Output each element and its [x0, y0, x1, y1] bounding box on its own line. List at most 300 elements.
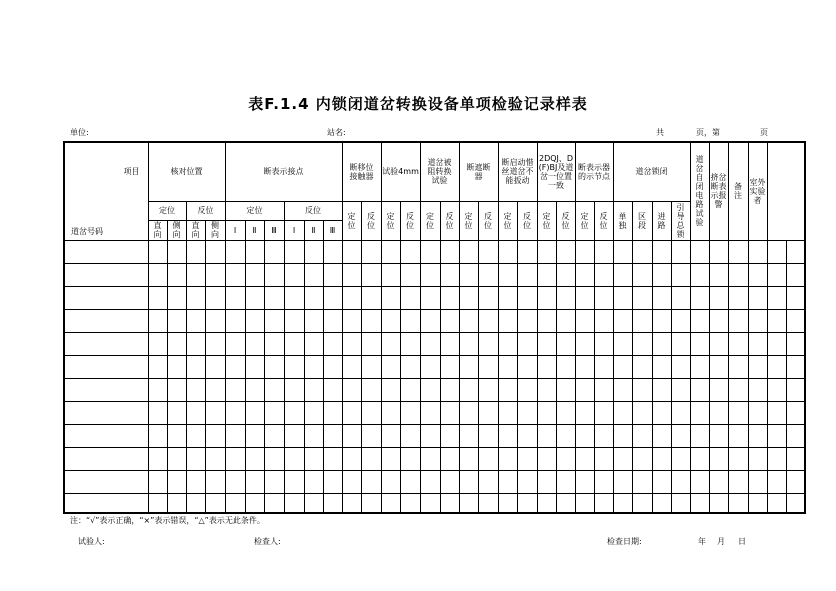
record-cell[interactable] [381, 470, 400, 493]
record-cell[interactable] [264, 378, 284, 401]
record-cell[interactable] [478, 332, 498, 355]
record-cell[interactable] [186, 470, 205, 493]
record-cell[interactable] [420, 332, 440, 355]
record-cell[interactable] [264, 240, 284, 263]
record-cell[interactable] [728, 401, 748, 424]
record-cell[interactable] [652, 240, 671, 263]
record-cell[interactable] [64, 493, 148, 513]
record-cell[interactable] [167, 378, 186, 401]
record-cell[interactable] [594, 470, 613, 493]
record-cell[interactable] [709, 309, 728, 332]
record-cell[interactable] [537, 424, 556, 447]
record-cell[interactable] [304, 240, 323, 263]
record-cell[interactable] [690, 401, 709, 424]
record-cell[interactable] [709, 424, 728, 447]
record-cell[interactable] [478, 378, 498, 401]
record-cell[interactable] [304, 470, 323, 493]
record-cell[interactable] [342, 470, 361, 493]
record-cell[interactable] [225, 378, 245, 401]
record-cell[interactable] [342, 263, 361, 286]
record-cell[interactable] [167, 286, 186, 309]
record-cell[interactable] [284, 332, 304, 355]
record-cell[interactable] [728, 470, 748, 493]
record-cell[interactable] [205, 493, 225, 513]
record-cell[interactable] [652, 470, 671, 493]
record-cell[interactable] [517, 263, 537, 286]
record-cell[interactable] [728, 263, 748, 286]
record-cell[interactable] [613, 286, 632, 309]
record-cell[interactable] [167, 263, 186, 286]
record-cell[interactable] [748, 355, 767, 378]
record-cell[interactable] [342, 447, 361, 470]
record-cell[interactable] [690, 355, 709, 378]
record-cell[interactable] [342, 355, 361, 378]
record-cell[interactable] [652, 332, 671, 355]
record-cell[interactable] [323, 401, 342, 424]
record-cell[interactable] [186, 447, 205, 470]
record-cell[interactable] [671, 378, 690, 401]
record-cell[interactable] [671, 263, 690, 286]
record-cell[interactable] [690, 263, 709, 286]
record-cell[interactable] [613, 240, 632, 263]
record-cell[interactable] [594, 355, 613, 378]
record-cell[interactable] [264, 493, 284, 513]
record-cell[interactable] [459, 493, 478, 513]
record-cell[interactable] [400, 309, 420, 332]
record-cell[interactable] [632, 286, 652, 309]
record-cell[interactable] [709, 332, 728, 355]
record-cell[interactable] [420, 355, 440, 378]
record-cell[interactable] [767, 493, 786, 513]
record-cell[interactable] [613, 424, 632, 447]
record-cell[interactable] [323, 378, 342, 401]
record-cell[interactable] [709, 378, 728, 401]
record-cell[interactable] [420, 309, 440, 332]
record-cell[interactable] [205, 424, 225, 447]
record-cell[interactable] [671, 355, 690, 378]
record-cell[interactable] [652, 401, 671, 424]
record-cell[interactable] [205, 378, 225, 401]
record-cell[interactable] [767, 401, 786, 424]
record-cell[interactable] [786, 378, 805, 401]
record-cell[interactable] [205, 355, 225, 378]
record-cell[interactable] [709, 401, 728, 424]
record-cell[interactable] [304, 378, 323, 401]
record-cell[interactable] [537, 286, 556, 309]
record-cell[interactable] [225, 263, 245, 286]
record-cell[interactable] [575, 447, 594, 470]
record-cell[interactable] [652, 493, 671, 513]
record-cell[interactable] [323, 240, 342, 263]
record-cell[interactable] [556, 493, 575, 513]
record-cell[interactable] [148, 470, 167, 493]
record-cell[interactable] [575, 286, 594, 309]
record-cell[interactable] [440, 286, 459, 309]
record-cell[interactable] [167, 355, 186, 378]
record-cell[interactable] [264, 470, 284, 493]
record-cell[interactable] [245, 286, 264, 309]
record-cell[interactable] [478, 447, 498, 470]
record-cell[interactable] [671, 424, 690, 447]
record-cell[interactable] [671, 309, 690, 332]
record-cell[interactable] [186, 263, 205, 286]
record-cell[interactable] [167, 470, 186, 493]
record-cell[interactable] [709, 355, 728, 378]
record-cell[interactable] [613, 470, 632, 493]
record-cell[interactable] [767, 332, 786, 355]
record-cell[interactable] [575, 309, 594, 332]
record-cell[interactable] [517, 332, 537, 355]
record-cell[interactable] [632, 355, 652, 378]
record-cell[interactable] [381, 286, 400, 309]
record-cell[interactable] [748, 240, 767, 263]
record-cell[interactable] [459, 355, 478, 378]
record-cell[interactable] [420, 378, 440, 401]
record-cell[interactable] [64, 309, 148, 332]
record-cell[interactable] [556, 424, 575, 447]
record-cell[interactable] [342, 493, 361, 513]
record-cell[interactable] [652, 309, 671, 332]
record-cell[interactable] [556, 263, 575, 286]
record-cell[interactable] [498, 309, 517, 332]
record-cell[interactable] [537, 470, 556, 493]
record-cell[interactable] [671, 332, 690, 355]
record-cell[interactable] [284, 470, 304, 493]
record-cell[interactable] [284, 240, 304, 263]
record-cell[interactable] [148, 401, 167, 424]
record-cell[interactable] [420, 401, 440, 424]
record-cell[interactable] [556, 355, 575, 378]
record-cell[interactable] [245, 493, 264, 513]
record-cell[interactable] [748, 332, 767, 355]
record-cell[interactable] [361, 470, 381, 493]
record-cell[interactable] [767, 286, 786, 309]
record-cell[interactable] [498, 378, 517, 401]
record-cell[interactable] [478, 401, 498, 424]
record-cell[interactable] [264, 355, 284, 378]
record-cell[interactable] [786, 470, 805, 493]
record-cell[interactable] [767, 240, 786, 263]
record-cell[interactable] [245, 355, 264, 378]
record-cell[interactable] [186, 332, 205, 355]
record-cell[interactable] [245, 447, 264, 470]
record-cell[interactable] [652, 263, 671, 286]
record-cell[interactable] [556, 378, 575, 401]
record-cell[interactable] [440, 378, 459, 401]
record-cell[interactable] [690, 332, 709, 355]
record-cell[interactable] [148, 493, 167, 513]
record-cell[interactable] [304, 263, 323, 286]
record-cell[interactable] [186, 355, 205, 378]
record-cell[interactable] [575, 263, 594, 286]
record-cell[interactable] [767, 355, 786, 378]
record-cell[interactable] [342, 286, 361, 309]
record-cell[interactable] [498, 263, 517, 286]
record-cell[interactable] [517, 240, 537, 263]
record-cell[interactable] [498, 470, 517, 493]
record-cell[interactable] [381, 401, 400, 424]
record-cell[interactable] [264, 424, 284, 447]
record-cell[interactable] [64, 401, 148, 424]
record-cell[interactable] [459, 401, 478, 424]
record-cell[interactable] [323, 493, 342, 513]
record-cell[interactable] [284, 424, 304, 447]
record-cell[interactable] [361, 493, 381, 513]
record-cell[interactable] [440, 332, 459, 355]
record-cell[interactable] [537, 332, 556, 355]
record-cell[interactable] [64, 240, 148, 263]
record-cell[interactable] [148, 263, 167, 286]
record-cell[interactable] [517, 401, 537, 424]
record-cell[interactable] [205, 470, 225, 493]
record-cell[interactable] [245, 401, 264, 424]
record-cell[interactable] [148, 378, 167, 401]
record-cell[interactable] [671, 401, 690, 424]
record-cell[interactable] [381, 424, 400, 447]
record-cell[interactable] [304, 286, 323, 309]
record-cell[interactable] [381, 263, 400, 286]
record-cell[interactable] [342, 378, 361, 401]
record-cell[interactable] [205, 309, 225, 332]
record-cell[interactable] [167, 332, 186, 355]
record-cell[interactable] [786, 240, 805, 263]
record-cell[interactable] [381, 447, 400, 470]
record-cell[interactable] [632, 309, 652, 332]
record-cell[interactable] [400, 355, 420, 378]
record-cell[interactable] [225, 286, 245, 309]
record-cell[interactable] [767, 447, 786, 470]
record-cell[interactable] [205, 332, 225, 355]
record-cell[interactable] [748, 378, 767, 401]
record-cell[interactable] [517, 355, 537, 378]
record-cell[interactable] [786, 424, 805, 447]
record-cell[interactable] [323, 332, 342, 355]
record-cell[interactable] [498, 332, 517, 355]
record-cell[interactable] [709, 447, 728, 470]
record-cell[interactable] [361, 240, 381, 263]
record-cell[interactable] [225, 355, 245, 378]
record-cell[interactable] [709, 470, 728, 493]
record-cell[interactable] [459, 240, 478, 263]
record-cell[interactable] [613, 493, 632, 513]
record-cell[interactable] [459, 332, 478, 355]
record-cell[interactable] [264, 447, 284, 470]
record-cell[interactable] [148, 447, 167, 470]
record-cell[interactable] [632, 263, 652, 286]
record-cell[interactable] [284, 263, 304, 286]
record-cell[interactable] [264, 263, 284, 286]
record-cell[interactable] [728, 240, 748, 263]
record-cell[interactable] [167, 240, 186, 263]
record-cell[interactable] [728, 355, 748, 378]
record-cell[interactable] [304, 309, 323, 332]
record-cell[interactable] [575, 470, 594, 493]
record-cell[interactable] [64, 332, 148, 355]
record-cell[interactable] [342, 424, 361, 447]
record-cell[interactable] [478, 240, 498, 263]
record-cell[interactable] [786, 401, 805, 424]
record-cell[interactable] [400, 401, 420, 424]
record-cell[interactable] [537, 240, 556, 263]
record-cell[interactable] [440, 470, 459, 493]
record-cell[interactable] [767, 263, 786, 286]
record-cell[interactable] [478, 286, 498, 309]
record-cell[interactable] [459, 424, 478, 447]
record-cell[interactable] [148, 286, 167, 309]
record-cell[interactable] [498, 493, 517, 513]
record-cell[interactable] [632, 493, 652, 513]
record-cell[interactable] [671, 470, 690, 493]
record-cell[interactable] [690, 378, 709, 401]
record-cell[interactable] [613, 378, 632, 401]
record-cell[interactable] [556, 240, 575, 263]
record-cell[interactable] [671, 286, 690, 309]
record-cell[interactable] [709, 286, 728, 309]
record-cell[interactable] [728, 447, 748, 470]
record-cell[interactable] [556, 309, 575, 332]
record-cell[interactable] [323, 309, 342, 332]
record-cell[interactable] [245, 332, 264, 355]
record-cell[interactable] [786, 493, 805, 513]
record-cell[interactable] [690, 447, 709, 470]
record-cell[interactable] [440, 424, 459, 447]
record-cell[interactable] [478, 263, 498, 286]
record-cell[interactable] [632, 378, 652, 401]
record-cell[interactable] [440, 355, 459, 378]
record-cell[interactable] [148, 424, 167, 447]
record-cell[interactable] [748, 309, 767, 332]
record-cell[interactable] [167, 424, 186, 447]
record-cell[interactable] [245, 424, 264, 447]
record-cell[interactable] [613, 401, 632, 424]
record-cell[interactable] [459, 263, 478, 286]
record-cell[interactable] [284, 355, 304, 378]
record-cell[interactable] [381, 493, 400, 513]
record-cell[interactable] [420, 263, 440, 286]
record-cell[interactable] [459, 447, 478, 470]
record-cell[interactable] [690, 493, 709, 513]
record-cell[interactable] [786, 263, 805, 286]
record-cell[interactable] [225, 493, 245, 513]
record-cell[interactable] [594, 447, 613, 470]
record-cell[interactable] [245, 378, 264, 401]
record-cell[interactable] [652, 378, 671, 401]
record-cell[interactable] [767, 424, 786, 447]
record-cell[interactable] [284, 378, 304, 401]
record-cell[interactable] [537, 493, 556, 513]
record-cell[interactable] [205, 263, 225, 286]
record-cell[interactable] [323, 470, 342, 493]
record-cell[interactable] [420, 240, 440, 263]
record-cell[interactable] [186, 286, 205, 309]
record-cell[interactable] [748, 263, 767, 286]
record-cell[interactable] [498, 401, 517, 424]
record-cell[interactable] [167, 401, 186, 424]
record-cell[interactable] [440, 447, 459, 470]
record-cell[interactable] [361, 447, 381, 470]
record-cell[interactable] [400, 332, 420, 355]
record-cell[interactable] [205, 401, 225, 424]
record-cell[interactable] [517, 286, 537, 309]
record-cell[interactable] [517, 447, 537, 470]
record-cell[interactable] [361, 286, 381, 309]
record-cell[interactable] [652, 355, 671, 378]
record-cell[interactable] [690, 424, 709, 447]
record-cell[interactable] [284, 493, 304, 513]
record-cell[interactable] [728, 378, 748, 401]
record-cell[interactable] [517, 424, 537, 447]
record-cell[interactable] [517, 309, 537, 332]
record-cell[interactable] [594, 263, 613, 286]
record-cell[interactable] [323, 286, 342, 309]
record-cell[interactable] [225, 240, 245, 263]
record-cell[interactable] [264, 401, 284, 424]
record-cell[interactable] [652, 424, 671, 447]
record-cell[interactable] [517, 493, 537, 513]
record-cell[interactable] [652, 286, 671, 309]
record-cell[interactable] [148, 332, 167, 355]
record-cell[interactable] [478, 355, 498, 378]
record-cell[interactable] [594, 309, 613, 332]
record-cell[interactable] [245, 470, 264, 493]
record-cell[interactable] [342, 401, 361, 424]
record-cell[interactable] [632, 470, 652, 493]
record-cell[interactable] [361, 263, 381, 286]
record-cell[interactable] [537, 263, 556, 286]
record-cell[interactable] [342, 240, 361, 263]
record-cell[interactable] [652, 447, 671, 470]
record-cell[interactable] [478, 470, 498, 493]
record-cell[interactable] [478, 424, 498, 447]
record-cell[interactable] [361, 424, 381, 447]
record-cell[interactable] [304, 332, 323, 355]
record-cell[interactable] [264, 332, 284, 355]
record-cell[interactable] [556, 286, 575, 309]
record-cell[interactable] [748, 447, 767, 470]
record-cell[interactable] [381, 309, 400, 332]
record-cell[interactable] [400, 263, 420, 286]
record-cell[interactable] [342, 332, 361, 355]
record-cell[interactable] [186, 401, 205, 424]
record-cell[interactable] [186, 240, 205, 263]
record-cell[interactable] [420, 286, 440, 309]
record-cell[interactable] [361, 355, 381, 378]
record-cell[interactable] [728, 493, 748, 513]
record-cell[interactable] [498, 424, 517, 447]
record-cell[interactable] [613, 309, 632, 332]
record-cell[interactable] [613, 263, 632, 286]
record-cell[interactable] [575, 424, 594, 447]
record-cell[interactable] [575, 493, 594, 513]
record-cell[interactable] [361, 401, 381, 424]
record-cell[interactable] [537, 378, 556, 401]
record-cell[interactable] [786, 309, 805, 332]
record-cell[interactable] [748, 424, 767, 447]
record-cell[interactable] [594, 378, 613, 401]
record-cell[interactable] [284, 309, 304, 332]
record-cell[interactable] [498, 447, 517, 470]
record-cell[interactable] [284, 286, 304, 309]
record-cell[interactable] [148, 240, 167, 263]
record-cell[interactable] [690, 240, 709, 263]
record-cell[interactable] [767, 470, 786, 493]
record-cell[interactable] [556, 447, 575, 470]
record-cell[interactable] [323, 355, 342, 378]
record-cell[interactable] [594, 332, 613, 355]
record-cell[interactable] [613, 355, 632, 378]
record-cell[interactable] [556, 401, 575, 424]
record-cell[interactable] [767, 309, 786, 332]
